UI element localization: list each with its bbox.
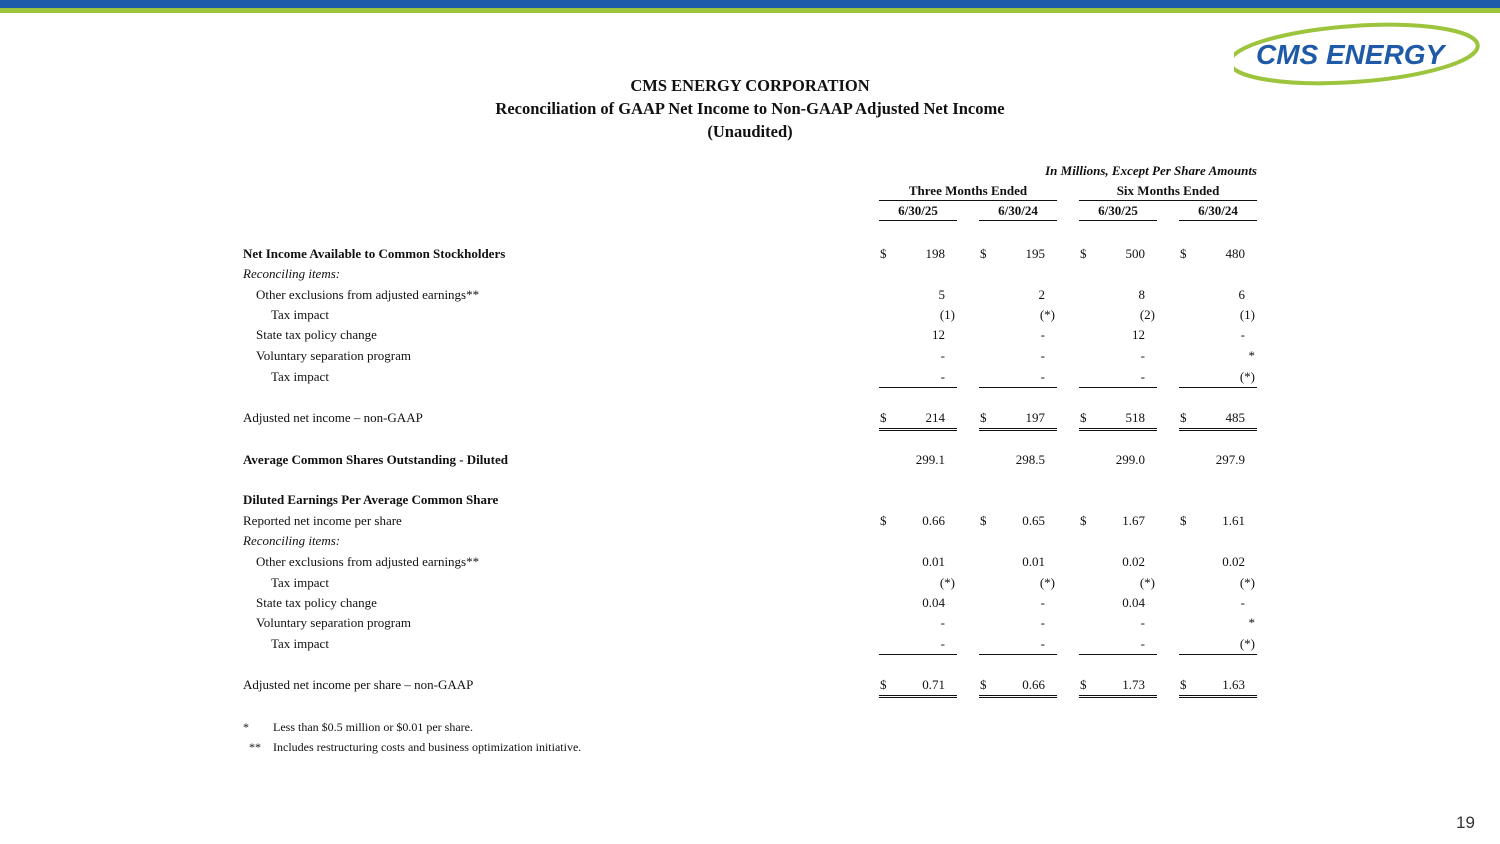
table-row <box>0 369 1500 389</box>
cell-value: 214 <box>925 410 945 425</box>
table-row <box>0 287 1500 307</box>
table-row <box>0 677 1500 697</box>
cell-value: - <box>1140 636 1145 651</box>
dollar-sign: $ <box>1080 513 1087 528</box>
row-label: Adjusted net income – non-GAAP <box>243 410 423 425</box>
row-label: Adjusted net income per share – non-GAAP <box>243 677 474 692</box>
units-note: In Millions, Except Per Share Amounts <box>1045 163 1257 178</box>
row-label: Tax impact <box>271 307 329 322</box>
cell-value: 298.5 <box>1015 452 1045 467</box>
table-row <box>0 452 1500 472</box>
group-header-six-months: Six Months Ended <box>1079 183 1257 201</box>
dollar-sign: $ <box>880 246 887 261</box>
column-header: 6/30/24 <box>979 203 1057 221</box>
cell-value: (2) <box>1139 307 1155 322</box>
page-number: 19 <box>1456 813 1475 832</box>
cell-value: * <box>1248 348 1255 363</box>
cell-value: (*) <box>1239 369 1255 384</box>
report-subtitle: (Unaudited) <box>707 122 793 141</box>
cell-value: 6 <box>1238 287 1245 302</box>
cell-value: 500 <box>1125 246 1145 261</box>
dollar-sign: $ <box>1180 677 1187 692</box>
cell-value: 0.02 <box>1122 554 1145 569</box>
cell-value: 0.04 <box>1122 595 1145 610</box>
cell-value: 1.67 <box>1122 513 1145 528</box>
row-label: Reported net income per share <box>243 513 402 528</box>
dollar-sign: $ <box>980 513 987 528</box>
row-label: Other exclusions from adjusted earnings** <box>256 554 480 569</box>
cell-value: 0.66 <box>1022 677 1045 692</box>
row-label: Other exclusions from adjusted earnings** <box>256 287 480 302</box>
cell-value: 0.66 <box>922 513 945 528</box>
cell-value: (*) <box>1239 636 1255 651</box>
cell-value: - <box>1140 348 1145 363</box>
row-label: Tax impact <box>271 369 329 384</box>
table-row <box>0 554 1500 574</box>
table-row <box>0 246 1500 266</box>
cell-value: 12 <box>932 327 945 342</box>
row-label: Average Common Shares Outstanding - Diluted <box>243 452 508 467</box>
row-label: Reconciling items: <box>243 533 341 548</box>
cell-value: 0.01 <box>1022 554 1045 569</box>
logo-text: CMS ENERGY <box>1256 39 1445 70</box>
cell-value: - <box>940 636 945 651</box>
cell-value: - <box>1040 636 1045 651</box>
row-label: State tax policy change <box>256 327 377 342</box>
footnote-text: Includes restructuring costs and business optimization initiative. <box>273 740 582 754</box>
cell-value: 299.1 <box>915 452 945 467</box>
table-row <box>0 615 1500 635</box>
table-row <box>0 533 1500 553</box>
cell-value: 0.02 <box>1222 554 1245 569</box>
column-header: 6/30/25 <box>1079 203 1157 221</box>
cell-value: 8 <box>1138 287 1145 302</box>
row-label: Reconciling items: <box>243 266 341 281</box>
table-row <box>0 327 1500 347</box>
cell-value: 0.04 <box>922 595 945 610</box>
cell-value: - <box>1240 595 1245 610</box>
table-row <box>0 595 1500 615</box>
cell-value: 0.65 <box>1022 513 1045 528</box>
cell-value: (*) <box>939 575 955 590</box>
table-row <box>0 575 1500 595</box>
dollar-sign: $ <box>1180 410 1187 425</box>
cell-value: - <box>1040 615 1045 630</box>
cell-value: 197 <box>1025 410 1045 425</box>
cell-value: (1) <box>939 307 955 322</box>
cell-value: 1.61 <box>1222 513 1245 528</box>
table-row <box>0 266 1500 286</box>
cell-value: 195 <box>1025 246 1045 261</box>
row-label: Voluntary separation program <box>256 615 411 630</box>
cell-value: 518 <box>1125 410 1145 425</box>
cell-value: 12 <box>1132 327 1145 342</box>
cell-value: 0.01 <box>922 554 945 569</box>
top-accent-bar-blue <box>0 0 1500 8</box>
table-row <box>0 492 1500 512</box>
cell-value: 198 <box>925 246 945 261</box>
row-label: Tax impact <box>271 575 329 590</box>
cell-value: 297.9 <box>1215 452 1245 467</box>
cell-value: - <box>1040 348 1045 363</box>
cell-value: 2 <box>1038 287 1045 302</box>
cms-energy-logo <box>1234 20 1486 86</box>
cell-value: - <box>1240 327 1245 342</box>
row-label: Tax impact <box>271 636 329 651</box>
cell-value: 1.63 <box>1222 677 1245 692</box>
cell-value: (*) <box>1139 575 1155 590</box>
dollar-sign: $ <box>1180 246 1187 261</box>
dollar-sign: $ <box>880 513 887 528</box>
row-label: Diluted Earnings Per Average Common Share <box>243 492 499 507</box>
cell-value: (*) <box>1039 575 1055 590</box>
company-title: CMS ENERGY CORPORATION <box>630 76 870 95</box>
row-label: Voluntary separation program <box>256 348 411 363</box>
cell-value: 480 <box>1225 246 1245 261</box>
dollar-sign: $ <box>880 677 887 692</box>
cell-value: 5 <box>938 287 945 302</box>
group-header-three-months: Three Months Ended <box>879 183 1057 201</box>
cell-value: - <box>1040 595 1045 610</box>
dollar-sign: $ <box>980 410 987 425</box>
cell-value: - <box>1040 369 1045 384</box>
dollar-sign: $ <box>980 246 987 261</box>
dollar-sign: $ <box>1080 410 1087 425</box>
cell-value: 299.0 <box>1115 452 1145 467</box>
cell-value: 0.71 <box>922 677 945 692</box>
top-accent-bar-green <box>0 8 1500 13</box>
row-label: State tax policy change <box>256 595 377 610</box>
cell-value: (*) <box>1039 307 1055 322</box>
column-header: 6/30/24 <box>1179 203 1257 221</box>
cell-value: * <box>1248 615 1255 630</box>
row-label: Net Income Available to Common Stockholders <box>243 246 506 261</box>
dollar-sign: $ <box>880 410 887 425</box>
table-row <box>0 307 1500 327</box>
cell-value: 1.73 <box>1122 677 1145 692</box>
cell-value: (*) <box>1239 575 1255 590</box>
cell-value: (1) <box>1239 307 1255 322</box>
dollar-sign: $ <box>1080 246 1087 261</box>
cell-value: - <box>940 615 945 630</box>
cell-value: - <box>1040 327 1045 342</box>
footnote-mark: * <box>243 720 249 734</box>
table-row <box>0 410 1500 430</box>
cell-value: - <box>1140 615 1145 630</box>
column-header: 6/30/25 <box>879 203 957 221</box>
cell-value: 485 <box>1225 410 1245 425</box>
table-row <box>0 636 1500 656</box>
cell-value: - <box>940 348 945 363</box>
footnote-text: Less than $0.5 million or $0.01 per share. <box>273 720 473 734</box>
cell-value: - <box>1140 369 1145 384</box>
dollar-sign: $ <box>1180 513 1187 528</box>
dollar-sign: $ <box>1080 677 1087 692</box>
table-row <box>0 348 1500 368</box>
cell-value: - <box>940 369 945 384</box>
report-title: Reconciliation of GAAP Net Income to Non-GAAP Adjusted Net Income <box>495 99 1005 118</box>
table-row <box>0 513 1500 533</box>
footnote-mark: ** <box>249 740 261 754</box>
dollar-sign: $ <box>980 677 987 692</box>
